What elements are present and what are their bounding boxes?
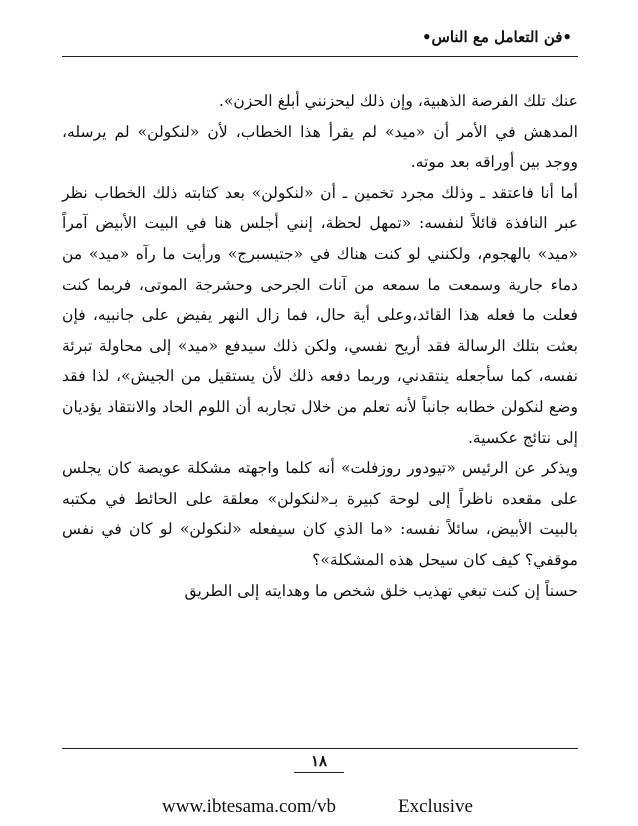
body-text xyxy=(62,86,578,606)
paragraph-3: أما أنا فاعتقد ـ وذلك مجرد تخمين ـ أن «لنكولن» بعد كتابته ذلك الخطاب نظر عبر النافذة قائلاً لنفسه: «تمهل لحظة، إنني أجلس هنا في البيت الأبيض آمراً «ميد» بالهجوم، ولكنني لو كنت هناك في «جتيسبرج» ورأيت ما رآه «ميد» من دماء جارية وسمعت ما سمعه من آنات الجرحى وحشرجة الموتى، فربما كنت فعلت ما فعله هذا القائد،وعلى أية حال، فما زال النهر يفيض على جانبيه، فإن بعثت بتلك الرسالة فقد أريح نفسي، ولكن ذلك سيدفع «ميد» إلى محاولة تبرئة نفسه، كما سأجعله ينتقدني، وربما دفعه ذلك لأن يستقيل من الجيش»، لذا فقد وضع لنكولن خطابه جانباً لأنه تعلم من خلال تجاربه أن اللوم الحاد والانتقاد يؤديان إلى نتائج عكسية. xyxy=(62,183,578,447)
footer-rule xyxy=(62,748,578,749)
footer-exclusive-tag: Exclusive xyxy=(398,796,473,817)
running-header: •فن التعامل مع الناس• xyxy=(421,28,572,46)
page-number: ١٨ xyxy=(294,752,344,773)
footer-site-url: www.ibtesama.com/vb xyxy=(162,796,336,817)
header-rule xyxy=(62,56,578,57)
paragraph-4: ويذكر عن الرئيس «تيودور روزفلت» أنه كلما واجهته مشكلة عويصة كان يجلس على مقعده ناظراً إلى لوحة كبيرة بـ«لنكولن» معلقة على الحائط في مكتبه بالبيت الأبيض، سائلاً نفسه: «ما الذي كان سيفعله «لنكولن» لو كان في نفس موقفي؟ كيف كان سيحل هذه المشكلة»؟ xyxy=(62,459,578,569)
paragraph-5: حسناً إن كنت تبغي تهذيب خلق شخص ما وهدايته إلى الطريق xyxy=(184,581,578,600)
paragraph-2: المدهش في الأمر أن «ميد» لم يقرأ هذا الخطاب، لأن «لنكولن» لم يرسله، ووجد بين أوراقه بعد موته. xyxy=(62,122,578,172)
paragraph-1: عنك تلك الفرصة الذهبية، وإن ذلك ليحزنني أبلغ الحزن». xyxy=(218,92,578,110)
